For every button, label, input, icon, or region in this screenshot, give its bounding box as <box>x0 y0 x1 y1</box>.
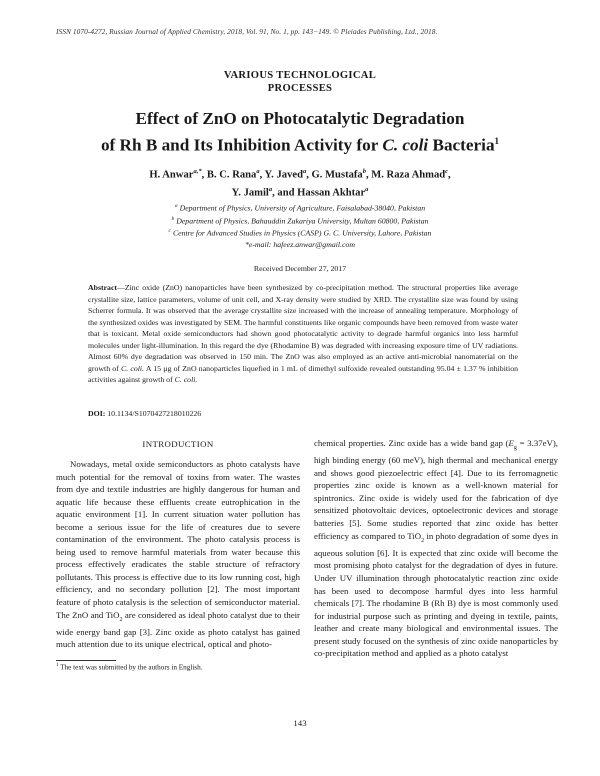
title-species: C. coli <box>382 135 429 155</box>
journal-header: ISSN 1070-4272, Russian Journal of Applied Chemistry, 2018, Vol. 91, No. 1, pp. 143−149. © Pleiades Publishing, Ltd., 2018. <box>56 27 438 36</box>
author-name: M. Raza Ahmad <box>371 169 446 181</box>
abstract-species: C. coli. <box>174 375 198 385</box>
doi-label: DOI: <box>88 409 106 418</box>
band-gap-symbol: E <box>508 438 514 448</box>
section-heading <box>0 70 600 95</box>
article-title <box>60 108 540 157</box>
page-number: 143 <box>293 718 307 728</box>
author-line-2: Y. Jamil$^a$, and Hassan Akhtar$^a$ <box>231 185 369 199</box>
author-affil-mark: a,* <box>193 168 202 175</box>
section-line-1: VARIOUS TECHNOLOGICAL <box>223 70 377 81</box>
author-name: Y. Javed <box>264 169 303 181</box>
footnote <box>56 663 300 671</box>
author-affil-mark: a <box>268 185 273 193</box>
subscript: g <box>513 444 517 451</box>
author-name: H. Anwar <box>149 169 194 181</box>
title-text-b: Bacteria <box>428 135 495 155</box>
affiliation-mark: b <box>171 215 175 222</box>
author-name: Y. Jamil <box>231 187 269 199</box>
title-footnote-mark: 1 <box>494 136 500 146</box>
affiliation-mark: a <box>174 203 178 209</box>
contact-email[interactable]: *e-mail: hafeez.anwar@gmail.com <box>244 239 356 249</box>
affiliations <box>60 201 540 250</box>
abstract <box>88 282 518 386</box>
author-name: B. C. Rana <box>206 169 257 181</box>
doi <box>88 409 518 418</box>
author-affil-mark: b <box>362 168 366 175</box>
author-affil-mark: a <box>302 168 307 175</box>
author-affil-mark: c <box>445 168 449 175</box>
title-line-2 <box>60 130 540 157</box>
affiliation-b <box>60 214 540 227</box>
author-name: Hassan Akhtar <box>297 187 366 199</box>
author-affil-mark: a <box>365 185 369 193</box>
author-list <box>60 165 540 200</box>
title-text-a: of Rh B and Its Inhibition Activity for <box>100 135 383 155</box>
received-date: Received December 27, 2017 <box>253 264 347 273</box>
body-text: chemical properties. Zinc oxide has a wide band gap ( <box>314 438 509 448</box>
affiliation-text: Department of Physics, University of Agriculture, Faisalabad-38040, Pakistan <box>179 203 426 213</box>
footnote-text: The text was submitted by the authors in English. <box>58 663 203 672</box>
author-name: G. Mustafa <box>311 169 363 181</box>
body-text: Nowadays, metal oxide semiconductors as photo catalysts have much potential for the removal of toxins from water. The wastes from dye and textile industries are highly dangerous for human and aquatic life because these effluents create eutrophication in the aquatic environment [1]. In current situation water pollution has become a serious issue for the life of creatures due to severe contamination of the environment. The photo catalysis process is being used to remove harmful materials from water because this process effectively eradicates the stable structure of refractory pollutants. This process is effective due to its low running cost, high efficiency, and no secondary pollution [2]. The most important feature of photo catalysis is the selection of semiconductor material. The ZnO and TiO <box>56 459 300 620</box>
affiliation-text: Centre for Advanced Studies in Physics (CASP) G. C. University, Lahore, Pakistan <box>172 228 432 238</box>
affiliation-c <box>60 226 540 239</box>
affiliation-a <box>60 201 540 214</box>
footnote-divider <box>56 660 116 661</box>
body-text: are considered as ideal photo catalyst due to their wide energy band gap [3]. Zinc oxide as photo catalyst has gained much attention due to its unique electrical, optical and photo- <box>56 609 300 650</box>
body-column-right <box>314 437 558 660</box>
section-line-2: PROCESSES <box>267 82 333 94</box>
abstract-text: —Zinc oxide (ZnO) nanoparticles have been synthesized by co-precipitation method. The structural properties like average crystallite size, lattice parameters, volume of unit cell, and X-ray density were studied by XRD. The crystallite size was found by using Scherrer formula. It was observed that the average crystallite size increased with the increase of annealing temperature. Morphology of the synthesized oxides was investigated by SEM. The harmful constituents like organic compounds have been removed from waste water that is toxicant. Metal oxide semiconductors had shown good photocatalytic activity to degrade harmful organics into less harmful molecules under light-illumination. In this regard the dye (Rhodamine B) was degraded with increasing exposure time of UV radiations. Almost 60% dye degradation was observed in 150 min. The ZnO was also employed as an active anti-microbial nanomaterial on the growth of <box>88 283 518 373</box>
author-affil-mark: a <box>256 168 260 175</box>
abstract-species: C. coli. <box>121 363 145 373</box>
footnote-mark: 1 <box>56 663 59 668</box>
introduction-heading: INTRODUCTION <box>142 439 214 449</box>
doi-link[interactable]: 10.1134/S1070427218010226 <box>105 409 202 418</box>
abstract-text: A 15 μg of ZnO nanoparticles liquefied in 1 mL of dimethyl sulfoxide revealed outstanding 95.04 ± 1.37 % inhibition activities against growth of <box>88 363 518 385</box>
body-text: in photo degradation of some dyes in aqueous solution [6]. It is expected that zinc oxide will become the most promising photo catalyst for the degradation of dyes in future. Under UV illumination through photocatalytic reaction zinc oxide has been used to decompose harmful dyes into less harmful chemicals [7]. The rhodamine B (Rh B) dye is most commonly used for industrial purpose such as printing and dyeing in textile, paints, leather and create many biological and environmental issues. The present study focused on the synthesis of zinc oxide nanoparticles by co-precipitation method and applied as a photo catalyst <box>314 530 558 659</box>
affiliation-text: Department of Physics, Bahauddin Zakariya University, Multan 60800, Pakistan <box>176 216 429 226</box>
title-line-1: Effect of ZnO on Photocatalytic Degradation <box>135 109 465 128</box>
abstract-label: Abstract <box>88 283 118 292</box>
author-line-1: H. Anwar$^{a,*}$, B. C. Rana$^a$, Y. Javed$^a$, G. Mustafa$^b$, M. Raza Ahmad$^c$, <box>149 168 451 181</box>
body-text: = 3.37eV), high binding energy (60 meV), high thermal and mechanical energy and shows good piezoelectric effect [4]. Due to its ferromagnetic properties zinc oxide is known as a well-known material for spintronics. Zinc oxide is widely used for the fabrication of dye sensitized photovoltaic devices, optoelectronic devices and storage batteries [5]. Some studies reported that zinc oxide has better efficiency as compared to TiO <box>314 438 559 541</box>
body-column-left <box>56 458 300 651</box>
affiliation-mark: c <box>168 228 171 235</box>
subscript: 2 <box>421 537 425 544</box>
subscript: 2 <box>119 616 123 623</box>
